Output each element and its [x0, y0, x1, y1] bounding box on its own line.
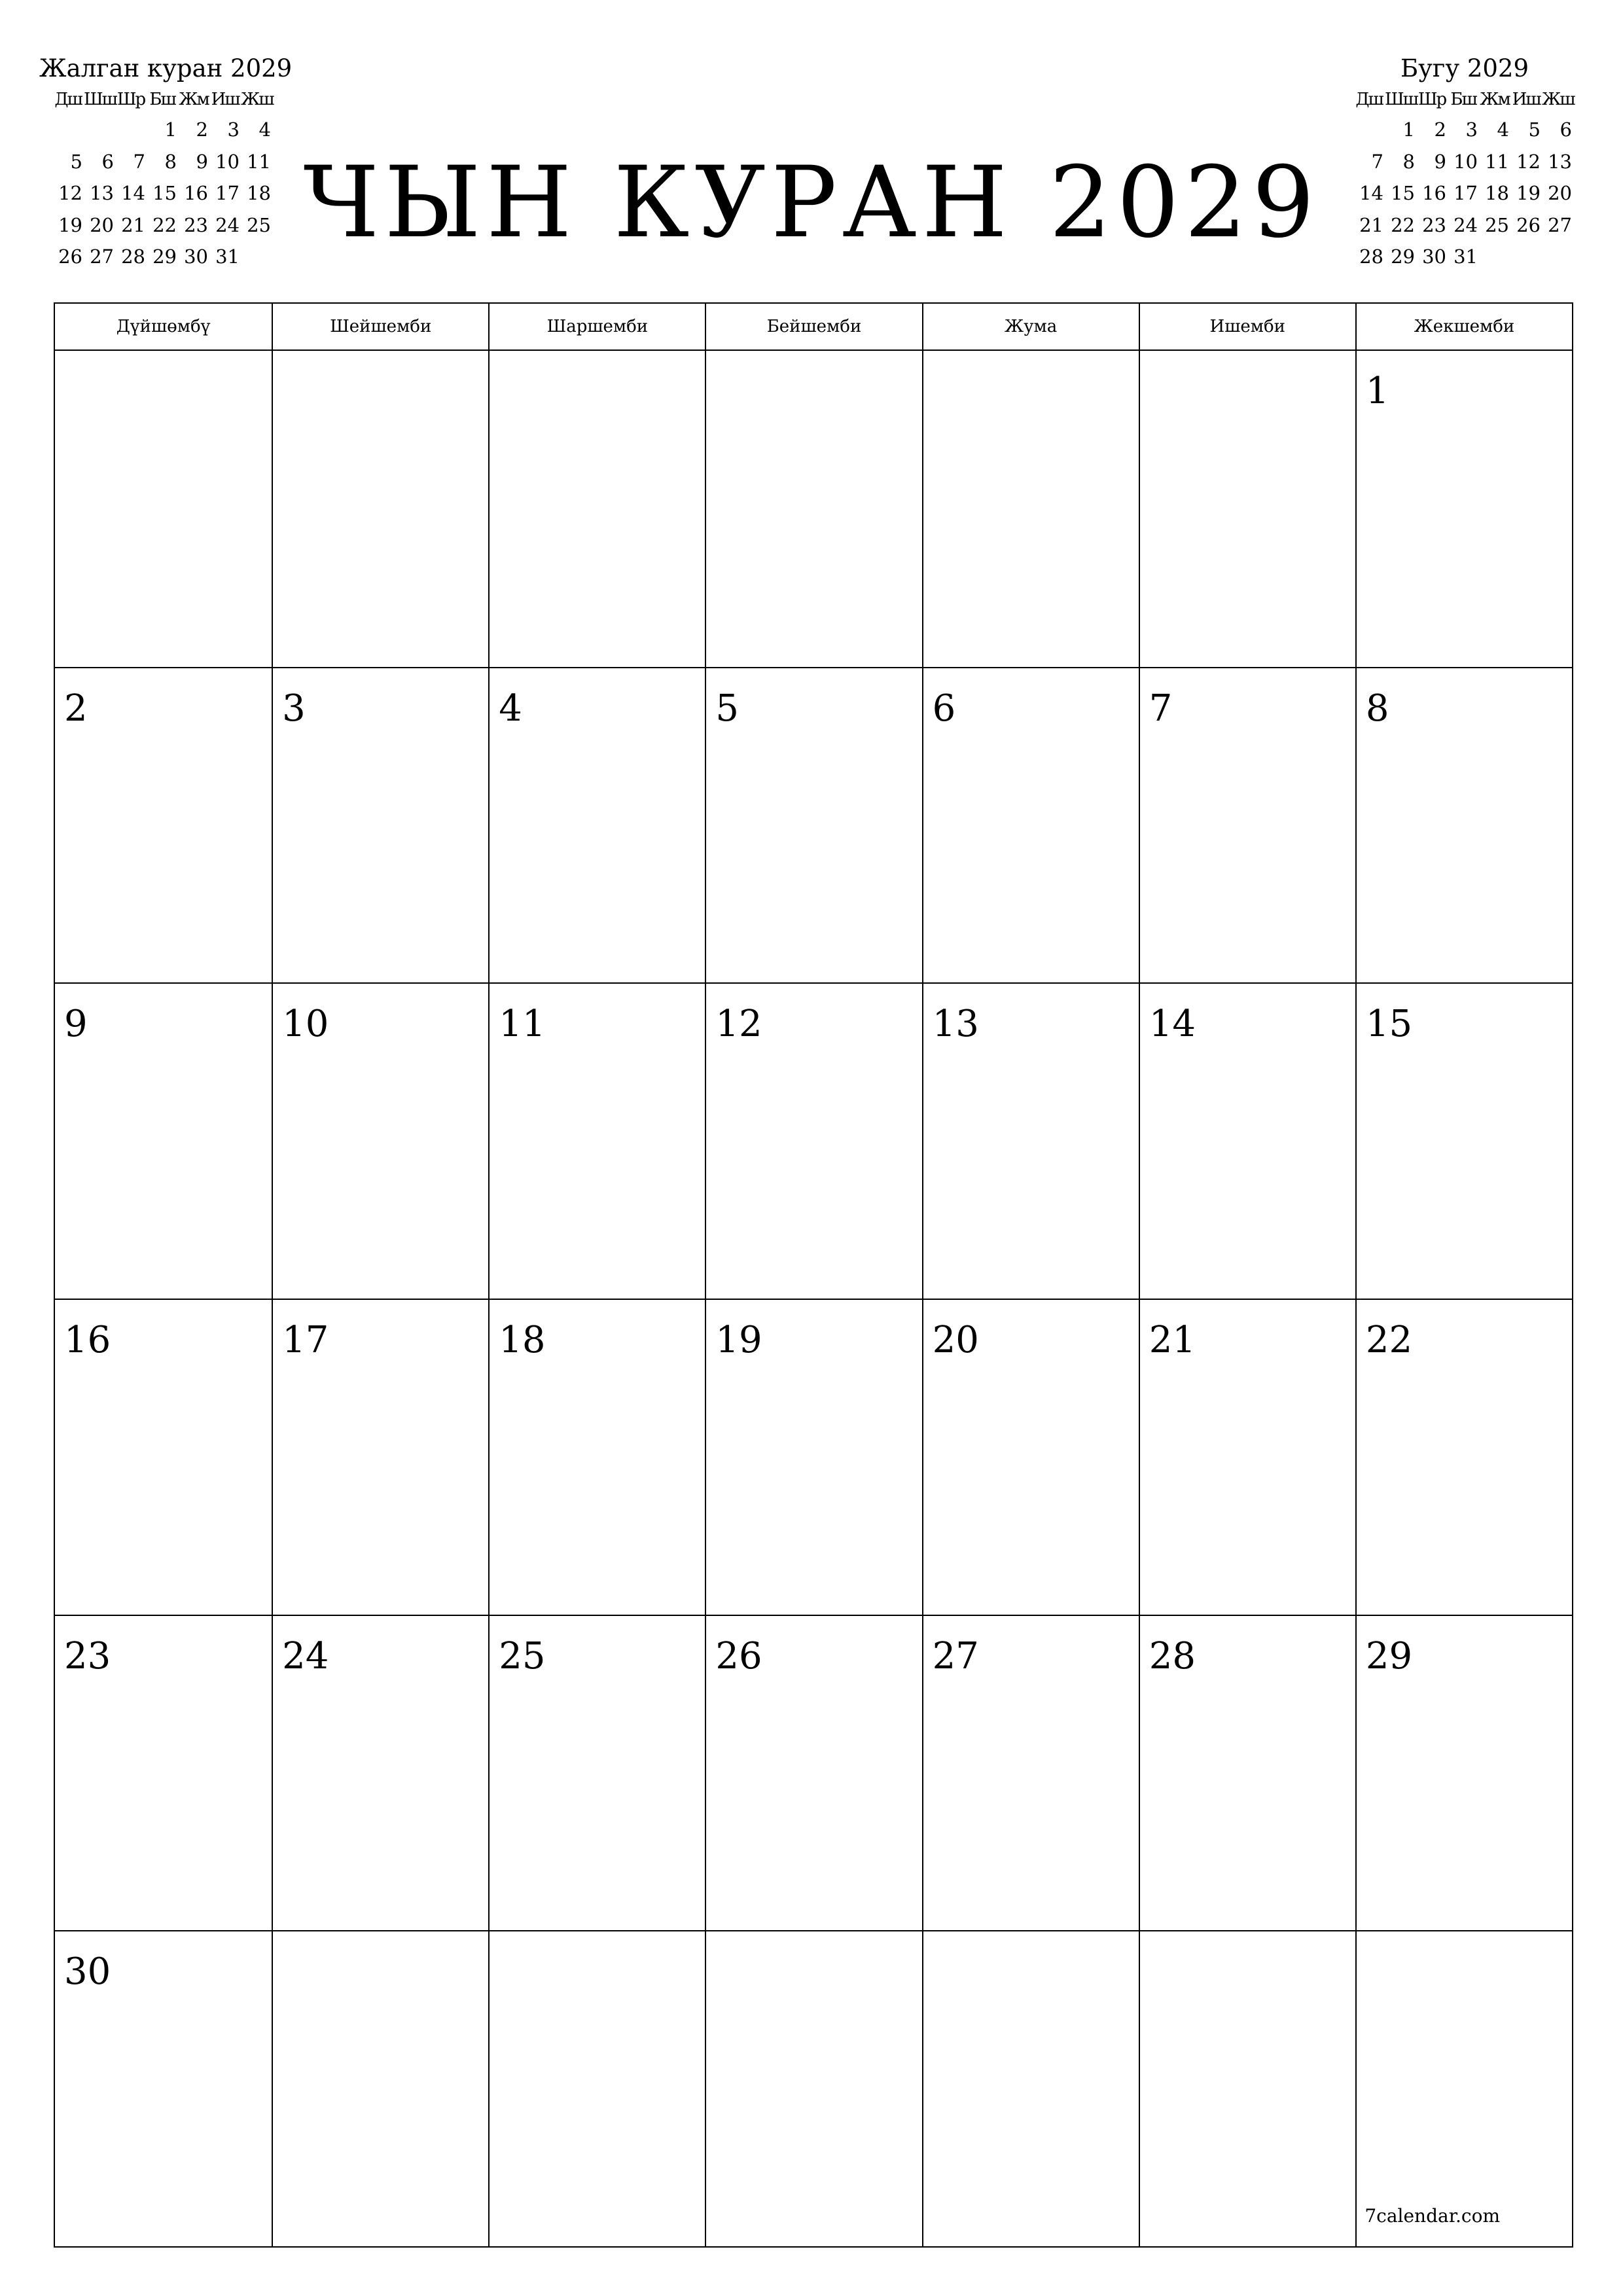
day-cell — [1139, 1615, 1355, 1931]
mini-day-number: 15 — [152, 182, 177, 204]
mini-calendar-title: Бугу 2029 — [1400, 54, 1529, 82]
mini-day-number: 19 — [1516, 182, 1541, 204]
day-cell — [1139, 1299, 1355, 1615]
mini-empty-cell — [115, 114, 147, 146]
mini-empty-cell — [1353, 114, 1385, 146]
day-cell — [488, 667, 705, 983]
day-cell — [1139, 667, 1355, 983]
mini-weekday-label: Жш — [241, 90, 274, 109]
day-cell — [705, 351, 921, 667]
day-cell — [1355, 1615, 1572, 1931]
mini-day-number: 14 — [121, 182, 145, 204]
day-number: 11 — [499, 1003, 546, 1046]
day-number: 2 — [64, 687, 88, 730]
day-cell — [1355, 667, 1572, 983]
mini-day-number: 30 — [184, 245, 208, 268]
day-number: 30 — [64, 1950, 111, 1994]
page-title: ЧЫН КУРАН 2029 — [303, 146, 1320, 260]
day-number: 12 — [715, 1003, 762, 1046]
mini-day-number: 24 — [1454, 213, 1478, 236]
day-number: 1 — [1365, 370, 1389, 412]
mini-day-number: 13 — [90, 182, 114, 204]
mini-day-number: 11 — [247, 150, 271, 173]
day-cell — [1139, 351, 1355, 667]
mini-day-number: 26 — [1516, 213, 1541, 236]
day-cell — [705, 982, 921, 1299]
mini-day-number: 10 — [1454, 150, 1478, 173]
weekday-label: Шаршемби — [488, 304, 705, 350]
mini-day-number: 30 — [1422, 245, 1446, 268]
mini-day-number: 12 — [1516, 150, 1541, 173]
day-number: 13 — [932, 1003, 979, 1046]
mini-day-number: 2 — [196, 118, 208, 141]
mini-day-number: 17 — [1454, 182, 1478, 204]
day-number: 25 — [499, 1634, 546, 1677]
day-number: 29 — [1365, 1634, 1413, 1677]
day-cell — [488, 1930, 705, 2246]
weekday-label: Бейшемби — [705, 304, 921, 350]
mini-day-number: 14 — [1359, 182, 1383, 204]
month-grid — [54, 302, 1573, 2248]
day-cell — [1139, 982, 1355, 1299]
mini-day-number: 28 — [1359, 245, 1383, 268]
mini-day-number: 22 — [1391, 213, 1415, 236]
day-cell — [272, 982, 488, 1299]
day-cell — [705, 1299, 921, 1615]
mini-day-number: 29 — [152, 245, 177, 268]
day-cell — [705, 1930, 921, 2246]
day-cell — [272, 1930, 488, 2246]
day-number: 17 — [282, 1318, 329, 1361]
day-number: 4 — [499, 687, 522, 730]
day-number: 23 — [64, 1634, 111, 1677]
mini-day-number: 8 — [164, 150, 177, 173]
weekday-label: Жума — [922, 304, 1139, 350]
mini-day-number: 28 — [121, 245, 145, 268]
day-cell — [705, 667, 921, 983]
mini-weekday-label: Шш — [84, 90, 116, 109]
day-cell — [272, 1615, 488, 1931]
weekday-label: Дүйшөмбү — [116, 317, 211, 336]
day-number: 14 — [1149, 1003, 1196, 1046]
mini-weekday-label: Шр — [116, 90, 145, 109]
day-cell — [1355, 1930, 1572, 2246]
mini-day-number: 5 — [70, 150, 82, 173]
mini-day-number: 25 — [247, 213, 271, 236]
mini-day-number: 4 — [259, 118, 271, 141]
weeks-grid — [55, 351, 1572, 2246]
day-number: 3 — [282, 687, 306, 730]
day-cell — [1355, 351, 1572, 667]
day-number: 16 — [64, 1318, 111, 1361]
mini-weekday-label: Шр — [1418, 90, 1446, 109]
mini-day-number: 13 — [1548, 150, 1572, 173]
mini-day-number: 11 — [1485, 150, 1509, 173]
day-cell — [55, 1930, 272, 2246]
day-number: 15 — [1365, 1003, 1413, 1046]
day-cell — [488, 1615, 705, 1931]
day-number: 20 — [932, 1318, 979, 1361]
day-number: 10 — [282, 1003, 329, 1046]
day-cell — [1355, 982, 1572, 1299]
day-cell — [705, 1615, 921, 1931]
weekday-header-row — [55, 304, 1572, 351]
mini-day-number: 8 — [1402, 150, 1415, 173]
day-cell — [1355, 1299, 1572, 1615]
day-cell — [488, 351, 705, 667]
mini-weekday-label: Жм — [179, 90, 209, 109]
day-number: 5 — [715, 687, 740, 730]
mini-day-number: 29 — [1391, 245, 1415, 268]
mini-day-number: 6 — [101, 150, 114, 173]
day-cell — [55, 351, 272, 667]
mini-day-number: 4 — [1497, 118, 1509, 141]
mini-weekday-label: Жм — [1480, 90, 1510, 109]
day-cell — [922, 1299, 1139, 1615]
mini-day-number: 26 — [58, 245, 82, 268]
day-number: 7 — [1149, 687, 1173, 730]
mini-weekday-label: Жш — [1542, 90, 1575, 109]
mini-day-number: 2 — [1434, 118, 1446, 141]
footer-website: 7calendar.com — [1364, 2205, 1500, 2227]
mini-day-number: 16 — [1422, 182, 1446, 204]
mini-weekday-label: Иш — [211, 90, 240, 109]
day-number: 27 — [932, 1634, 979, 1677]
mini-day-number: 27 — [1548, 213, 1572, 236]
mini-day-number: 3 — [1465, 118, 1478, 141]
mini-day-number: 9 — [196, 150, 208, 173]
mini-day-number: 25 — [1485, 213, 1509, 236]
mini-weekday-label: Шш — [1385, 90, 1418, 109]
day-number: 22 — [1365, 1318, 1413, 1361]
mini-calendar-title: Жалган куран 2029 — [39, 54, 293, 82]
mini-day-number: 12 — [58, 182, 82, 204]
day-cell — [922, 1615, 1139, 1931]
mini-day-number: 24 — [215, 213, 240, 236]
weekday-label: Ишемби — [1139, 304, 1355, 350]
mini-day-number: 10 — [215, 150, 240, 173]
mini-day-number: 21 — [121, 213, 145, 236]
mini-day-number: 3 — [227, 118, 240, 141]
mini-day-number: 31 — [215, 245, 240, 268]
day-cell — [922, 982, 1139, 1299]
mini-day-number: 5 — [1528, 118, 1541, 141]
mini-day-number: 1 — [1402, 118, 1415, 141]
day-cell — [272, 351, 488, 667]
mini-day-number: 21 — [1359, 213, 1383, 236]
mini-day-number: 31 — [1454, 245, 1478, 268]
day-number: 28 — [1149, 1634, 1196, 1677]
mini-weekday-label: Дш — [1355, 90, 1383, 109]
day-number: 26 — [715, 1634, 762, 1677]
mini-day-number: 15 — [1391, 182, 1415, 204]
mini-day-number: 20 — [90, 213, 114, 236]
mini-day-number: 1 — [164, 118, 177, 141]
mini-day-number: 23 — [184, 213, 208, 236]
mini-weekday-label: Бш — [149, 90, 175, 109]
mini-day-number: 20 — [1548, 182, 1572, 204]
weekday-label: Жекшемби — [1355, 304, 1572, 350]
mini-weekday-label: Дш — [54, 90, 82, 109]
mini-day-number: 19 — [58, 213, 82, 236]
mini-day-number: 7 — [1371, 150, 1383, 173]
mini-day-number: 27 — [90, 245, 114, 268]
mini-day-number: 6 — [1560, 118, 1572, 141]
mini-calendar-next-month — [1340, 52, 1589, 273]
day-cell — [55, 982, 272, 1299]
day-cell — [272, 1299, 488, 1615]
mini-empty-cell — [52, 114, 84, 146]
mini-day-number: 18 — [247, 182, 271, 204]
mini-day-number: 7 — [133, 150, 145, 173]
mini-empty-cell — [84, 114, 115, 146]
mini-weekday-label: Бш — [1450, 90, 1476, 109]
day-cell — [55, 1299, 272, 1615]
mini-day-number: 17 — [215, 182, 240, 204]
mini-calendar-grid — [1353, 85, 1589, 273]
day-cell — [55, 667, 272, 983]
day-number: 6 — [932, 687, 956, 730]
mini-weekday-label: Иш — [1512, 90, 1541, 109]
day-cell — [922, 351, 1139, 667]
mini-day-number: 22 — [152, 213, 177, 236]
mini-day-number: 16 — [184, 182, 208, 204]
mini-day-number: 18 — [1485, 182, 1509, 204]
day-number: 18 — [499, 1318, 546, 1361]
day-cell — [922, 667, 1139, 983]
day-number: 24 — [282, 1634, 329, 1677]
day-number: 8 — [1365, 687, 1389, 730]
day-cell — [1139, 1930, 1355, 2246]
day-cell — [488, 1299, 705, 1615]
day-number: 19 — [715, 1318, 762, 1361]
day-cell — [55, 1615, 272, 1931]
mini-day-number: 23 — [1422, 213, 1446, 236]
day-cell — [272, 667, 488, 983]
day-cell — [488, 982, 705, 1299]
day-number: 9 — [64, 1003, 88, 1046]
weekday-label: Шейшемби — [272, 304, 488, 350]
mini-day-number: 9 — [1434, 150, 1446, 173]
day-cell — [922, 1930, 1139, 2246]
day-number: 21 — [1149, 1318, 1196, 1361]
